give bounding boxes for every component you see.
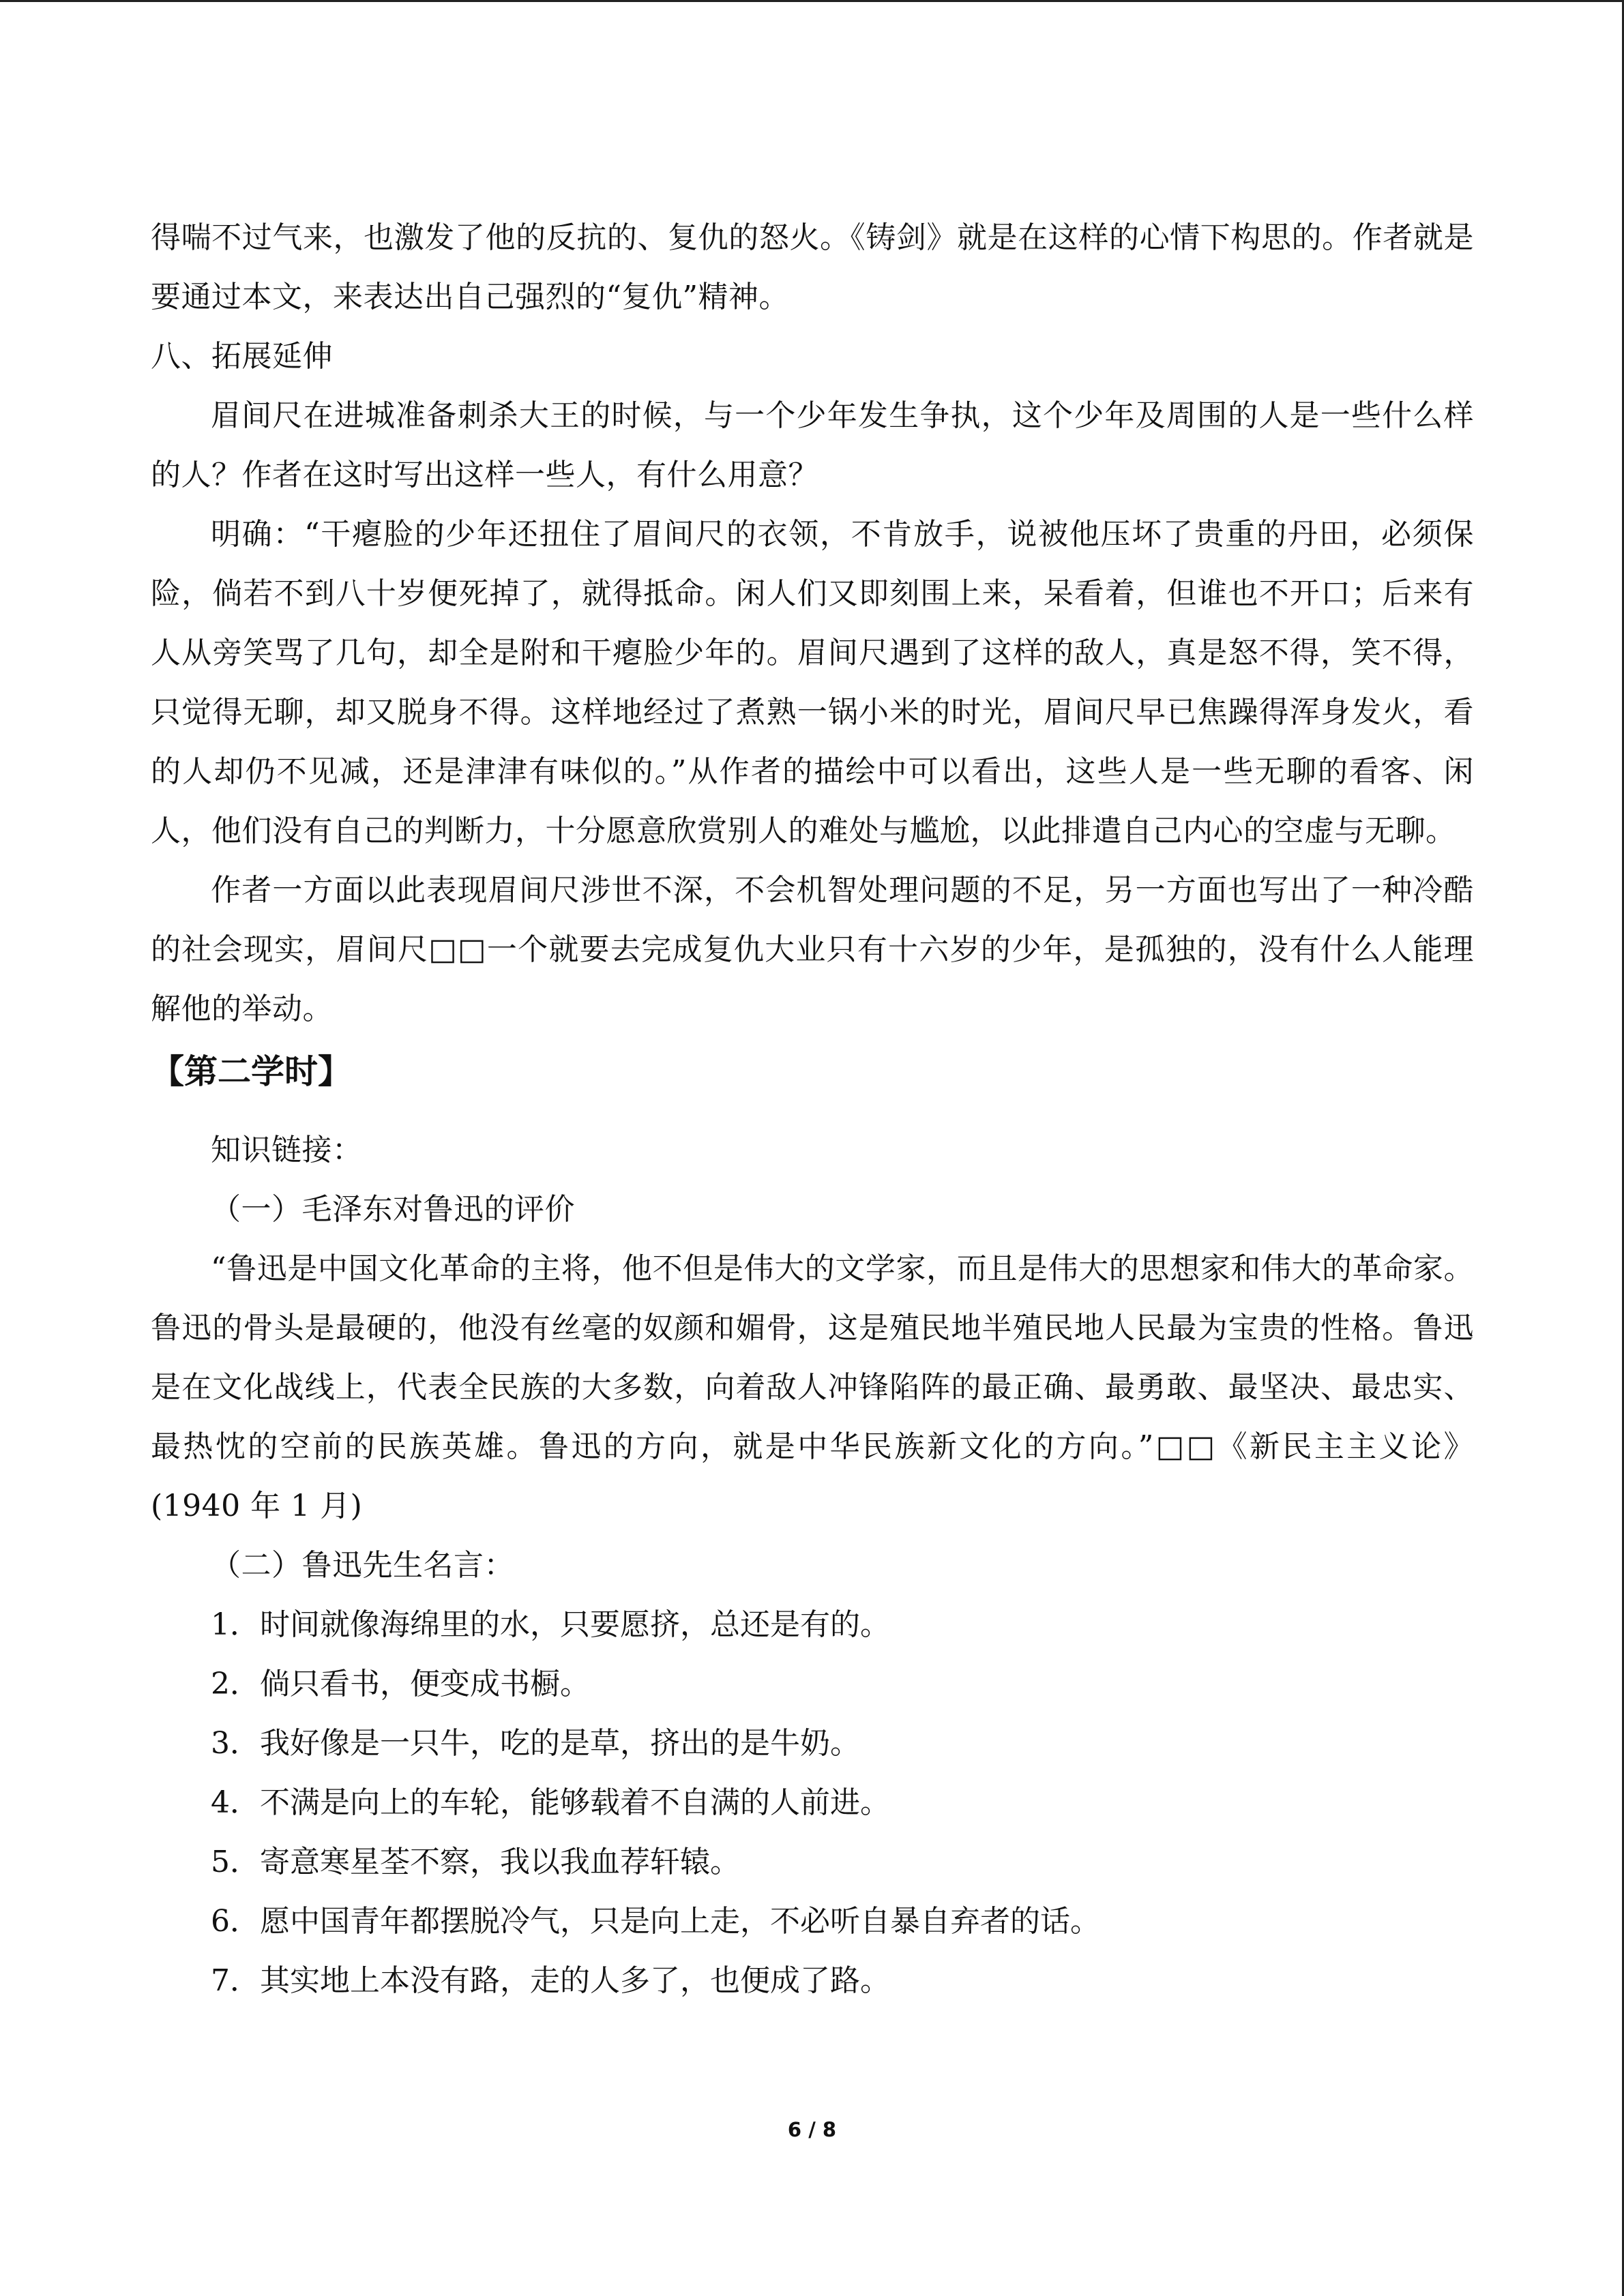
knowledge-link-label: 知识链接： xyxy=(211,1133,363,1167)
extension-answer: 明确：“干瘪脸的少年还扭住了眉间尺的衣领，不肯放手，说被他压坏了贵重的丹田，必须保险，倘若不到八十岁便死掉了，就得抵命。闲人们又即刻围上来，呆看着，但谁也不开口；后来有人从旁笑骂了几句，却全是附和干瘪脸少年的。眉间尺遇到了这样的敌人，真是怒不得，笑不得，只觉得无聊，却又脱身不得。这样地经过了煮熟一锅小米的时光，眉间尺早已焦躁得浑身发火，看的人却仍不见减，还是津津有味似的。”从作者的描绘中可以看出，这些人是一些无聊的看客、闲人，他们没有自己的判断力，十分愿意欣赏别人的难处与尴尬，以此排遣自己内心的空虚与无聊。 xyxy=(151,517,1474,848)
mao-evaluation-heading: （一）毛泽东对鲁迅的评价 xyxy=(211,1192,575,1227)
section-eight-heading: 八、拓展延伸 xyxy=(151,339,333,374)
list-item: 6．愿中国青年都摆脱冷气，只是向上走，不必听自暴自弃者的话。 xyxy=(211,1904,1100,1939)
list-item: 7．其实地上本没有路，走的人多了，也便成了路。 xyxy=(211,1963,890,1998)
list-item: 3．我好像是一只牛，吃的是草，挤出的是牛奶。 xyxy=(211,1726,860,1761)
list-item: 2．倘只看书，便变成书橱。 xyxy=(211,1667,590,1701)
page-number: 6 / 8 xyxy=(787,2118,837,2141)
luxun-quotes-list xyxy=(151,1595,1474,2010)
list-item: 1．时间就像海绵里的水，只要愿挤，总还是有的。 xyxy=(211,1607,890,1642)
paragraph-continuation: 得喘不过气来，也激发了他的反抗的、复仇的怒火。《铸剑》就是在这样的心情下构思的。作者就是要通过本文，来表达出自己强烈的“复仇”精神。 xyxy=(151,220,1474,314)
page-frame-top-border xyxy=(0,0,1624,2)
mao-evaluation-quote: “鲁迅是中国文化革命的主将，他不但是伟大的文学家，而且是伟大的思想家和伟大的革命家。鲁迅的骨头是最硬的，他没有丝毫的奴颜和媚骨，这是殖民地半殖民地人民最为宝贵的性格。鲁迅是在文化战线上，代表全民族的大多数，向着敌人冲锋陷阵的最正确、最勇敢、最坚决、最忠实、最热忱的空前的民族英雄。鲁迅的方向，就是中华民族新文化的方向。”□□《新民主主义论》(1940 年 1 月) xyxy=(151,1251,1474,1523)
list-item: 4．不满是向上的车轮，能够载着不自满的人前进。 xyxy=(211,1785,890,1820)
document-body xyxy=(151,208,1474,2010)
list-item: 5．寄意寒星荃不察，我以我血荐轩辕。 xyxy=(211,1845,740,1879)
extension-question: 眉间尺在进城准备刺杀大王的时候，与一个少年发生争执，这个少年及周围的人是一些什么样的人？作者在这时写出这样一些人，有什么用意？ xyxy=(151,398,1474,492)
second-lesson-heading: 【第二学时】 xyxy=(151,1052,352,1091)
extension-analysis: 作者一方面以此表现眉间尺涉世不深，不会机智处理问题的不足，另一方面也写出了一种冷酷的社会现实，眉间尺□□一个就要去完成复仇大业只有十六岁的少年，是孤独的，没有什么人能理解他的举动。 xyxy=(151,873,1474,1026)
luxun-quotes-heading: （二）鲁迅先生名言： xyxy=(211,1548,514,1583)
